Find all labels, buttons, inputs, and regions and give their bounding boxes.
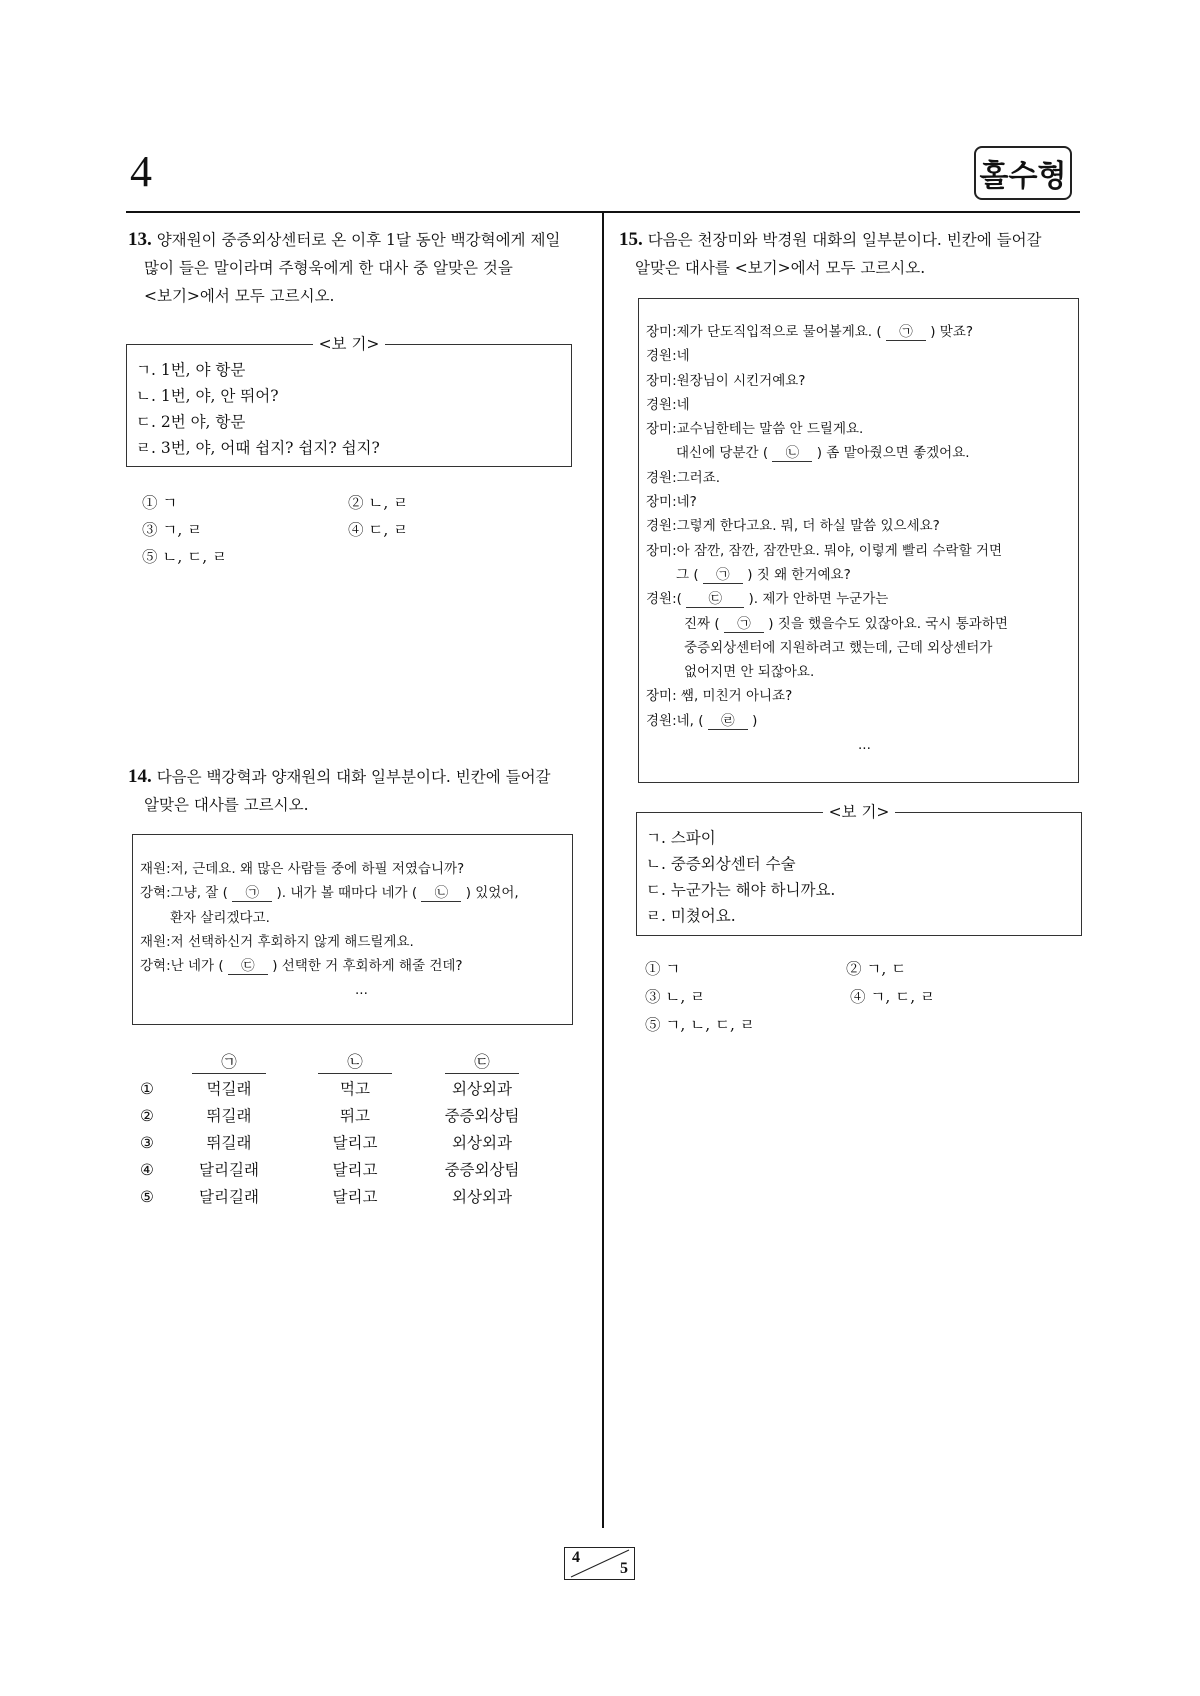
prompt-line: 많이 들은 말이라며 주형욱에게 한 대사 중 알맞은 것을 bbox=[144, 259, 513, 277]
dialogue-line: 장미:아 잠깐, 잠깐, 잠깐만요. 뭐야, 이렇게 빨리 수락할 거면 bbox=[646, 542, 1002, 559]
dialogue-line: 경원:네 bbox=[646, 348, 690, 365]
dialogue-line bbox=[646, 441, 1008, 465]
choice-1[interactable]: ① ㄱ bbox=[142, 494, 178, 512]
bogi-item: ㄴ. 1번, 야, 안 뛰어? bbox=[136, 387, 279, 405]
cell-a: 달리길래 bbox=[199, 1161, 259, 1179]
dialogue-line bbox=[646, 563, 1008, 587]
dialogue-line: 경원:네 bbox=[646, 396, 690, 413]
choice-2[interactable]: ② ㄴ, ㄹ bbox=[348, 494, 409, 512]
dialogue-line: 경원:그렇게 한다고요. 뭐, 더 하실 말씀 있으세요? bbox=[646, 518, 940, 535]
blank-1c: ㉠ bbox=[724, 616, 764, 633]
choice-2[interactable]: ② ㄱ, ㄷ bbox=[846, 960, 907, 978]
dialogue-line bbox=[646, 320, 1008, 344]
blank-3: ㉢ bbox=[686, 591, 744, 608]
bogi-title: <보 기> bbox=[313, 335, 386, 353]
choice-5[interactable]: ⑤ ㄱ, ㄴ, ㄷ, ㄹ bbox=[645, 1016, 755, 1034]
dialogue-line: 중증외상센터에 지원하려고 했는데, 근데 외상센터가 bbox=[684, 639, 993, 656]
dialogue-text: ) 좀 맡아줬으면 좋겠어요. bbox=[816, 445, 970, 462]
bogi-box-15 bbox=[636, 803, 1082, 936]
cell-c: 외상외과 bbox=[452, 1188, 512, 1206]
row-number: ⑤ bbox=[140, 1188, 154, 1206]
prompt-line: <보기>에서 모두 고르시오. bbox=[144, 287, 335, 305]
table-header: ㉡ bbox=[318, 1051, 392, 1074]
cell-a: 뛰길래 bbox=[206, 1107, 252, 1125]
question-15-prompt bbox=[619, 226, 1089, 282]
dialogue-text: 장미:제가 단도직입적으로 물어볼게요. ( bbox=[646, 324, 882, 340]
column-divider bbox=[602, 213, 604, 1528]
row-number: ① bbox=[140, 1080, 154, 1098]
dialogue-line: 없어지면 안 되잖아요. bbox=[684, 664, 815, 681]
dialogue-line: 재원:저, 근데요. 왜 많은 사람들 중에 하필 저였습니까? bbox=[140, 861, 465, 877]
dialogue-text: 진짜 ( bbox=[684, 615, 720, 632]
table-header: ㉠ bbox=[192, 1051, 266, 1074]
bogi-item: ㄷ. 2번 야, 항문 bbox=[136, 413, 246, 431]
blank-1: ㉠ bbox=[232, 885, 272, 902]
dialogue-box-14 bbox=[132, 834, 573, 1025]
dialogue-text: 강혁:그냥, 잘 ( bbox=[140, 885, 228, 902]
dialogue-text: 대신에 당분간 ( bbox=[676, 445, 769, 462]
prompt-line: 다음은 백강혁과 양재원의 대화 일부분이다. 빈칸에 들어갈 bbox=[156, 768, 551, 786]
page-indicator-right: 5 bbox=[620, 1560, 628, 1577]
dialogue-text: ). 내가 볼 때마다 네가 ( bbox=[276, 885, 418, 902]
dialogue-line bbox=[140, 954, 519, 978]
dialogue-box-15 bbox=[638, 298, 1079, 783]
bogi-title: <보 기> bbox=[823, 803, 896, 821]
cell-c: 외상외과 bbox=[452, 1134, 512, 1152]
dialogue-line: 장미:원장님이 시킨거예요? bbox=[646, 372, 806, 389]
blank-4: ㉣ bbox=[708, 713, 748, 730]
cell-b: 뛰고 bbox=[340, 1107, 370, 1125]
exam-type-badge: 홀수형 bbox=[974, 146, 1072, 200]
cell-b: 달리고 bbox=[332, 1134, 378, 1152]
ellipsis: ... bbox=[858, 737, 871, 754]
bogi-item: ㄹ. 미쳤어요. bbox=[646, 907, 736, 925]
question-number: 13. bbox=[128, 229, 152, 250]
dialogue-line: 장미:교수님한테는 말씀 안 드릴게요. bbox=[646, 421, 864, 438]
dialogue-line bbox=[646, 612, 1008, 636]
choice-3[interactable]: ③ ㄱ, ㄹ bbox=[142, 521, 203, 539]
dialogue-text: ) bbox=[752, 712, 758, 729]
page-number: 4 bbox=[130, 147, 152, 196]
blank-2: ㉡ bbox=[772, 445, 812, 462]
blank-1b: ㉠ bbox=[703, 567, 743, 584]
blank-3: ㉢ bbox=[228, 958, 268, 975]
row-number: ③ bbox=[140, 1134, 154, 1152]
dialogue-line: 재원:저 선택하신거 후회하지 않게 해드릴게요. bbox=[140, 933, 414, 950]
dialogue-line: 장미:네? bbox=[646, 494, 697, 511]
bogi-box-13 bbox=[126, 335, 572, 467]
blank-2: ㉡ bbox=[421, 885, 461, 902]
cell-a: 뛰길래 bbox=[206, 1134, 252, 1152]
choice-5[interactable]: ⑤ ㄴ, ㄷ, ㄹ bbox=[142, 548, 228, 566]
dialogue-line bbox=[646, 709, 1008, 733]
question-14-prompt bbox=[128, 763, 598, 819]
blank-1: ㉠ bbox=[886, 324, 926, 341]
question-number: 15. bbox=[619, 229, 643, 250]
dialogue-line: 환자 살리겠다고. bbox=[170, 909, 270, 926]
bogi-item: ㄴ. 중증외상센터 수술 bbox=[646, 855, 796, 873]
choice-4[interactable]: ④ ㄷ, ㄹ bbox=[348, 521, 409, 539]
choice-4[interactable]: ④ ㄱ, ㄷ, ㄹ bbox=[850, 988, 936, 1006]
bogi-item: ㄱ. 1번, 야 항문 bbox=[136, 361, 246, 379]
bogi-item: ㄷ. 누군가는 해야 하니까요. bbox=[646, 881, 836, 899]
bogi-item: ㄱ. 스파이 bbox=[646, 829, 716, 847]
cell-a: 달리길래 bbox=[199, 1188, 259, 1206]
cell-c: 외상외과 bbox=[452, 1080, 512, 1098]
prompt-line: 양재원이 중증외상센터로 온 이후 1달 동안 백강혁에게 제일 bbox=[156, 231, 561, 249]
choice-3[interactable]: ③ ㄴ, ㄹ bbox=[645, 988, 706, 1006]
cell-c: 중증외상팀 bbox=[444, 1161, 520, 1179]
cell-a: 먹길래 bbox=[206, 1080, 252, 1098]
dialogue-text: 경원:네, ( bbox=[646, 712, 704, 729]
bogi-item: ㄹ. 3번, 야, 어때 쉽지? 쉽지? 쉽지? bbox=[136, 439, 380, 457]
row-number: ④ bbox=[140, 1161, 154, 1179]
cell-b: 달리고 bbox=[332, 1161, 378, 1179]
dialogue-line bbox=[140, 881, 519, 905]
choice-1[interactable]: ① ㄱ bbox=[645, 960, 681, 978]
table-header: ㉢ bbox=[445, 1051, 519, 1074]
cell-b: 먹고 bbox=[340, 1080, 370, 1098]
cell-b: 달리고 bbox=[332, 1188, 378, 1206]
page-indicator-left: 4 bbox=[572, 1549, 580, 1566]
dialogue-text: ) 선택한 거 후회하게 해줄 건데? bbox=[272, 958, 463, 975]
prompt-line: 알맞은 대사를 고르시오. bbox=[144, 796, 309, 814]
question-number: 14. bbox=[128, 766, 152, 787]
cell-c: 중증외상팀 bbox=[444, 1107, 520, 1125]
dialogue-line bbox=[646, 587, 1008, 611]
dialogue-text: ) 맞죠? bbox=[930, 324, 974, 340]
dialogue-text: 경원:( bbox=[646, 591, 682, 608]
dialogue-text: ) 짓을 했을수도 있잖아요. 국시 통과하면 bbox=[768, 615, 1008, 632]
question-13-prompt bbox=[128, 226, 598, 310]
prompt-line: 다음은 천장미와 박경원 대화의 일부분이다. 빈칸에 들어갈 bbox=[647, 231, 1042, 249]
row-number: ② bbox=[140, 1107, 154, 1125]
dialogue-text: ). 제가 안하면 누군가는 bbox=[748, 591, 889, 608]
dialogue-text: 강혁:난 네가 ( bbox=[140, 958, 224, 975]
dialogue-text: ) 짓 왜 한거예요? bbox=[747, 566, 851, 583]
dialogue-line: 경원:그러죠. bbox=[646, 469, 721, 486]
ellipsis: ... bbox=[355, 982, 368, 999]
dialogue-text: 그 ( bbox=[676, 566, 699, 583]
dialogue-line: 장미: 쌤, 미친거 아니죠? bbox=[646, 688, 793, 705]
prompt-line: 알맞은 대사를 <보기>에서 모두 고르시오. bbox=[635, 259, 926, 277]
dialogue-text: ) 있었어, bbox=[465, 885, 519, 902]
